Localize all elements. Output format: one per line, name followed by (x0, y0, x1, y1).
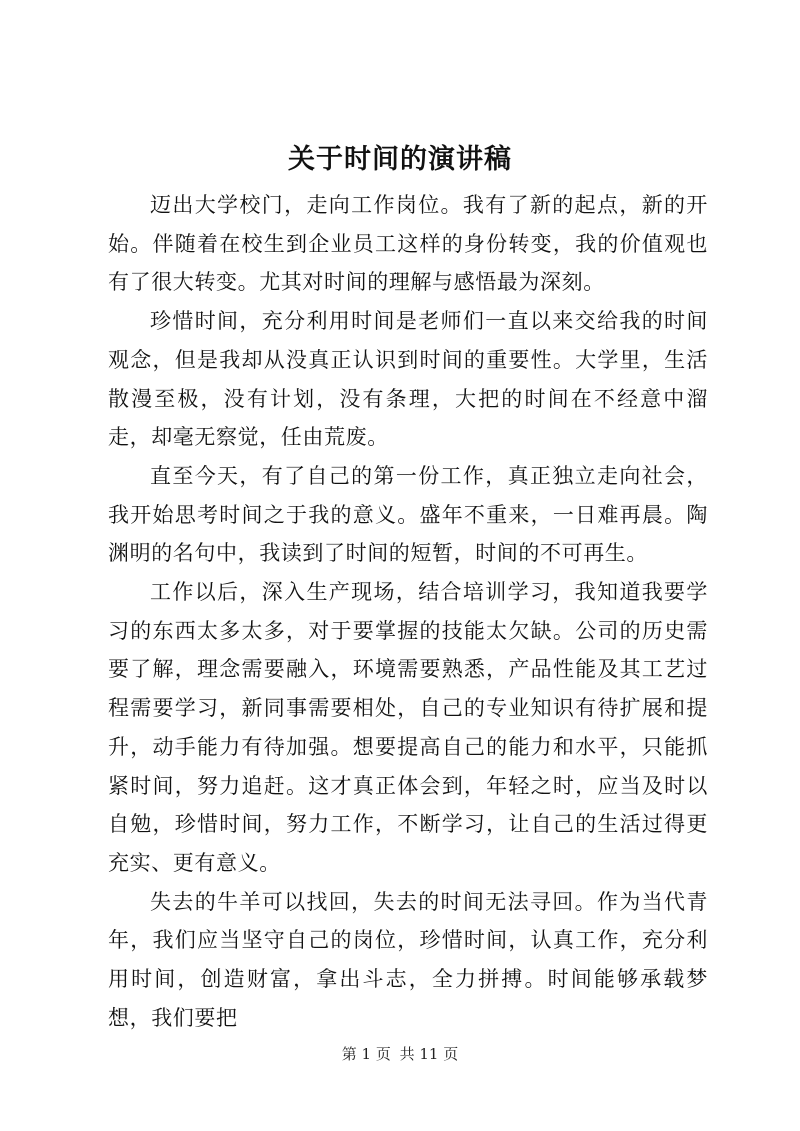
paragraph: 失去的牛羊可以找回，失去的时间无法寻回。作为当代青年，我们应当坚守自己的岗位，珍惜时间，认真工作，充分利用时间，创造财富，拿出斗志，全力拼搏。时间能够承载梦想，我们要把 (108, 889, 708, 1030)
page-number: 第 1 页 (341, 1045, 391, 1063)
paragraph: 工作以后，深入生产现场，结合培训学习，我知道我要学习的东西太多太多，对于要掌握的技能太欠缺。公司的历史需要了解，理念需要融入，环境需要熟悉，产品性能及其工艺过程需要学习，新同事需要相处，自己的专业知识有待扩展和提升，动手能力有待加强。想要提高自己的能力和水平，只能抓紧时间，努力追赶。这才真正体会到，年轻之时，应当及时以自勉，珍惜时间，努力工作，不断学习，让自己的生活过得更充实、更有意义。 (108, 580, 708, 875)
paragraph: 珍惜时间，充分利用时间是老师们一直以来交给我的时间观念，但是我却从没真正认识到时间的重要性。大学里，生活散漫至极，没有计划，没有条理，大把的时间在不经意中溜走，却毫无察觉，任由荒废。 (108, 309, 708, 450)
page-footer (0, 1044, 800, 1064)
document-title: 关于时间的演讲稿 (288, 144, 512, 175)
paragraph: 迈出大学校门，走向工作岗位。我有了新的起点，新的开始。伴随着在校生到企业员工这样的身份转变，我的价值观也有了很大转变。尤其对时间的理解与感悟最为深刻。 (108, 193, 708, 295)
total-pages: 共 11 页 (399, 1045, 459, 1063)
paragraph: 直至今天，有了自己的第一份工作，真正独立走向社会，我开始思考时间之于我的意义。盛年不重来，一日难再晨。陶渊明的名句中，我读到了时间的短暂，时间的不可再生。 (108, 463, 708, 566)
document-body (108, 186, 708, 1037)
